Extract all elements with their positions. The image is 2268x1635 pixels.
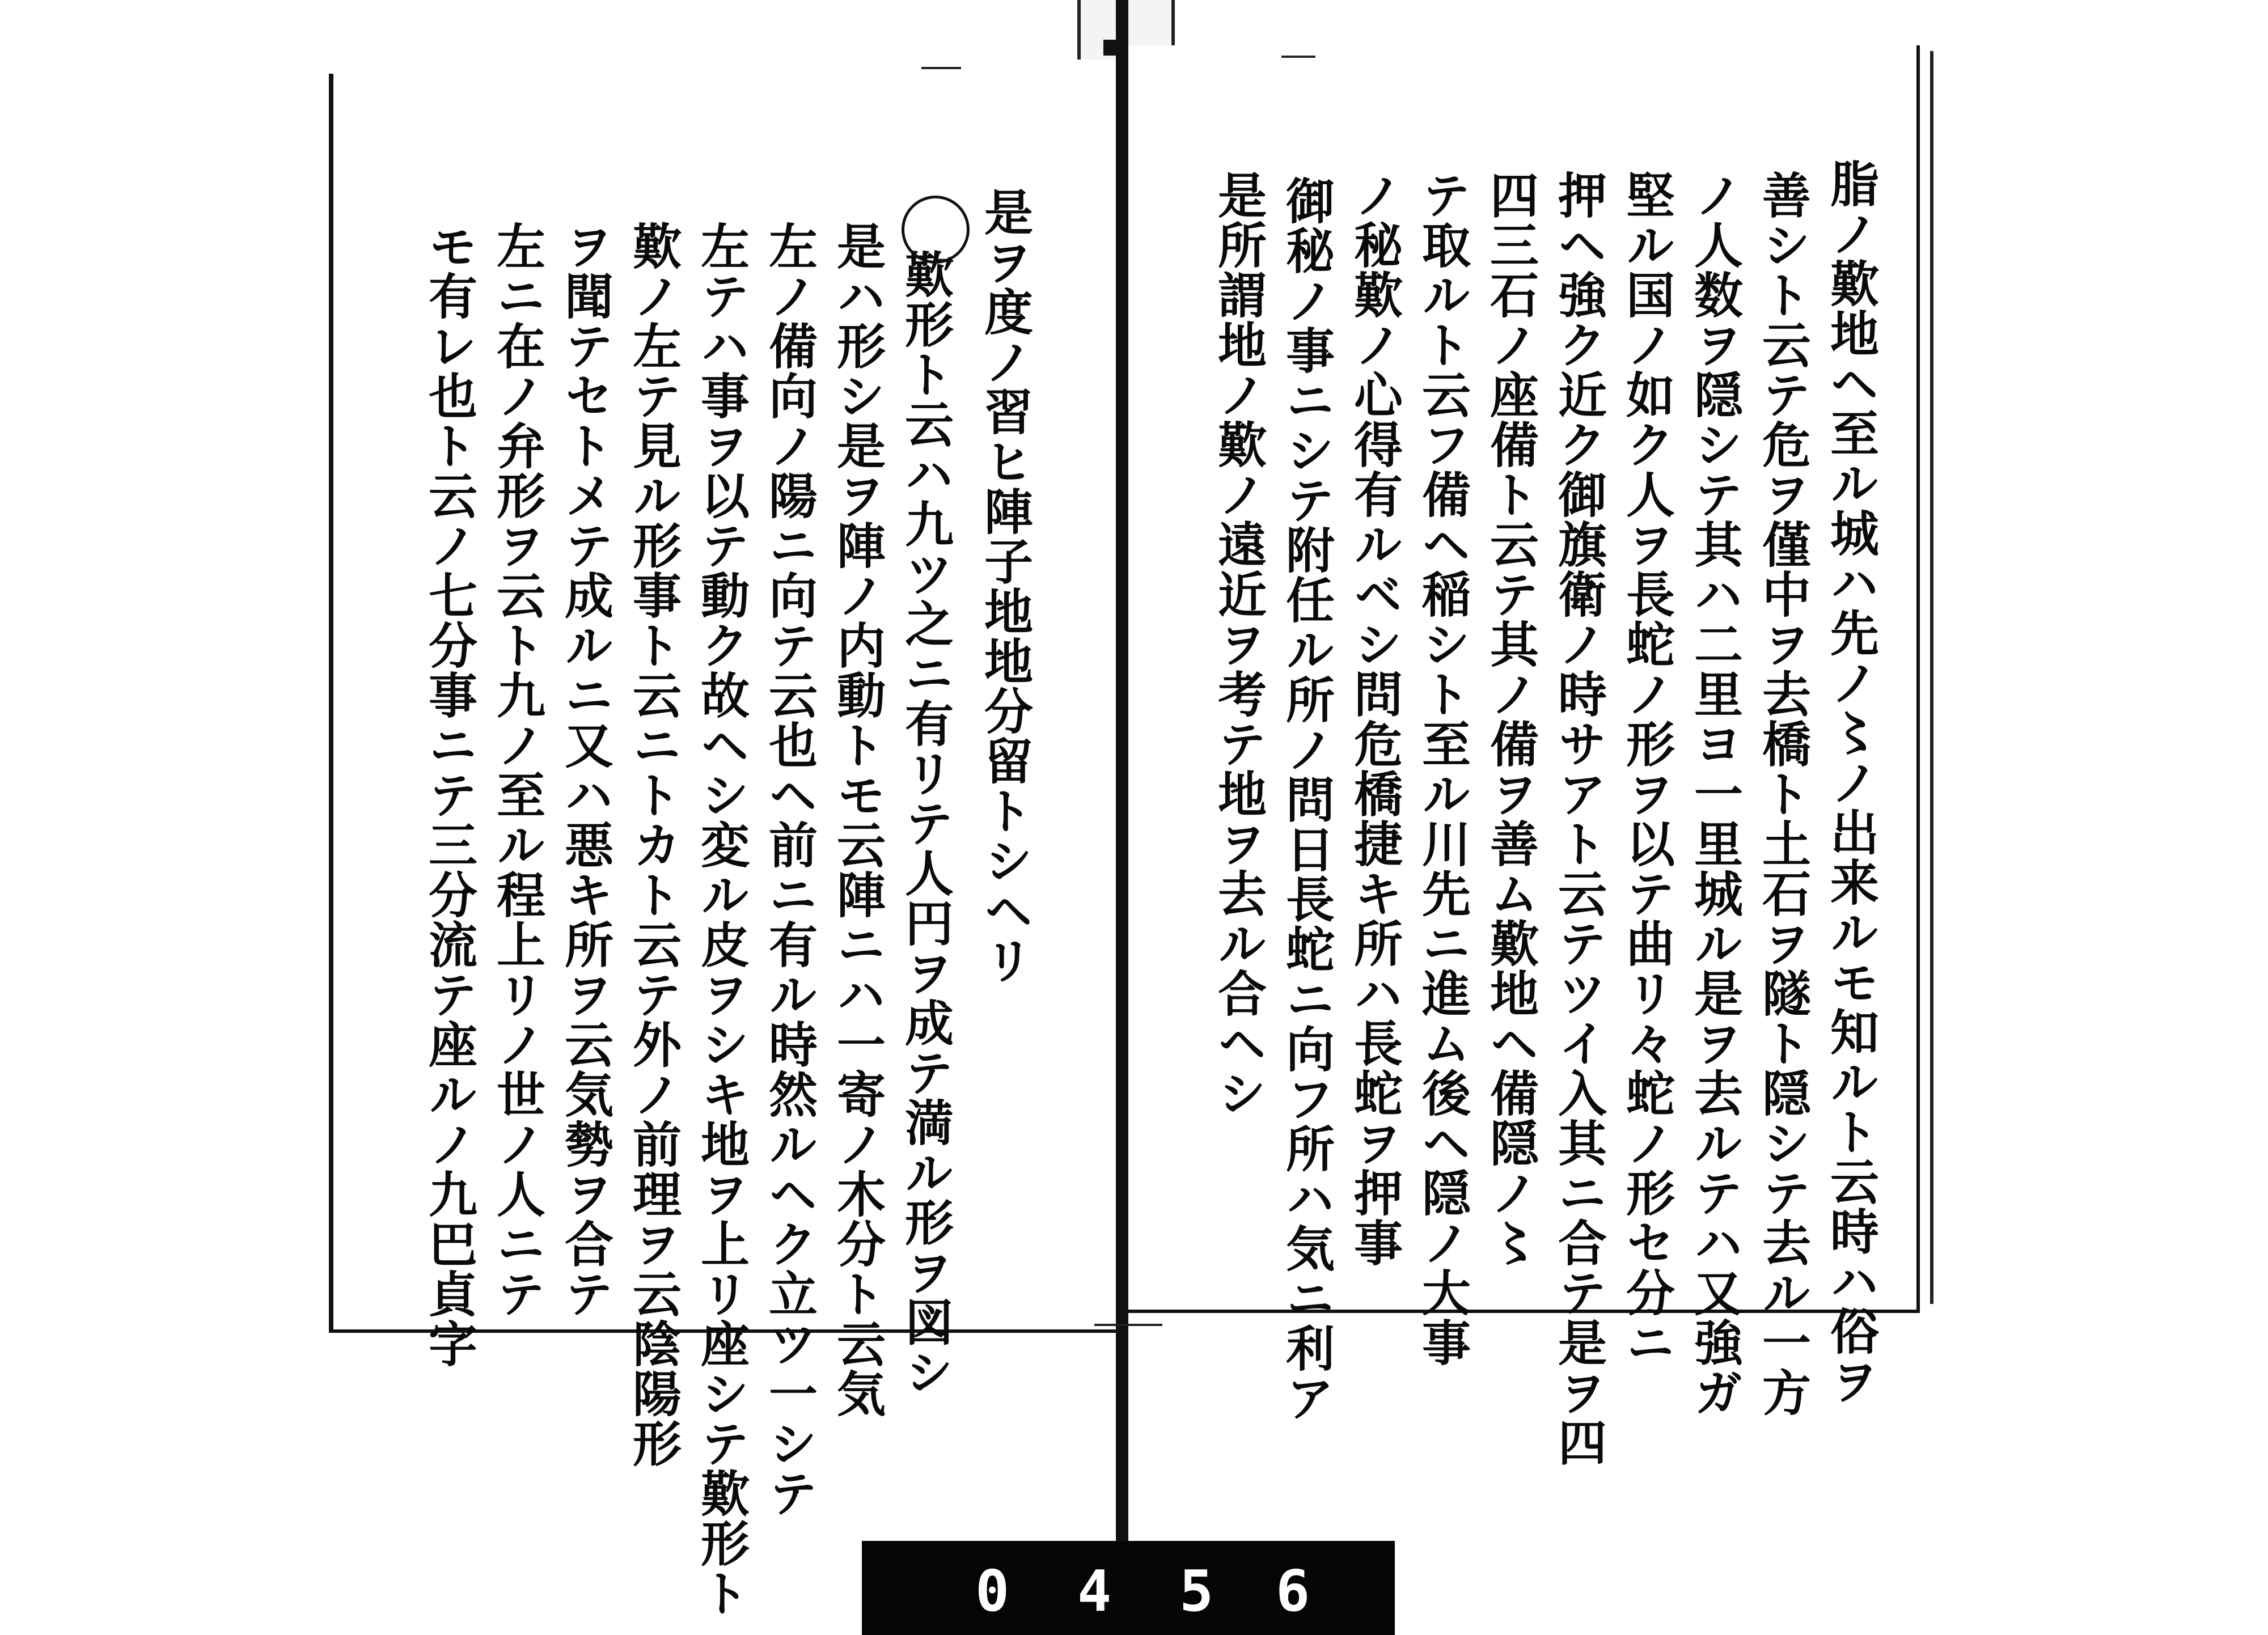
right-col-1: 脂ノ歎地ヘ至ル城ハ先ノ〻ノ出来ルモ知ルト云時ハ俗ヲ [1822,159,1879,1406]
left-col-4: 左ノ備向ノ陽ニ向テ云也ヘ前ニ有ル時然ルヘク立ツ一シテ [760,221,818,1518]
book-spine [1116,0,1128,1542]
margin-dash [921,67,961,69]
left-col-6: 歎ノ左テ見ル形事ト云ニトカト云テ外ノ前理ヲ云陰陽形 [624,221,682,1468]
stamp-digit: 5 [1179,1558,1214,1624]
margin-dash [1094,1324,1162,1326]
right-col-4: 堅ル国ノ如ク人ヲ長蛇ノ形ヲ以テ曲リ々蛇ノ形セ分ニ [1618,170,1675,1367]
right-col-8: ノ秘歎ノ心得有ルベシ問危橋捷キ所ハ長蛇ヲ押事 [1345,170,1403,1268]
frame-number-stamp [862,1541,1395,1635]
margin-dash [1281,56,1315,58]
stamp-digit: 0 [975,1558,1010,1624]
left-col-8: 左ニ在ノ弁形ヲ云ト九ノ至ル程上リノ世ノ人ニテ [488,221,545,1319]
right-col-3: ノ人数ヲ隠シテ其ハ二里ヨ一里城ル是ヲ去ルテハ又強ガ [1686,170,1743,1417]
stamp-digit: 4 [1077,1558,1112,1624]
left-col-3: 是ハ形シ是ヲ陣ノ内動トモ云陣ニハ一寄ノ木分ト云気 [828,221,886,1418]
right-col-6: 四三石ノ座備ト云テ其ノ備ヲ善ム歎地ヘ備隠ノ〻 [1482,170,1539,1268]
stamp-digit: 6 [1276,1558,1310,1624]
left-col-2: 歎形ト云ハ九ツ之ニ有リテ人円ヲ成テ満ル形ヲ図シ [896,249,954,1397]
right-col-5: 押ヘ強ク近ク御旗衛ノ時サアト云テツイ入其ニ合テ是ヲ四 [1550,170,1607,1467]
left-page [329,74,1124,1618]
left-col-7: ヲ聞テセトメテ成ルニ又ハ悪キ所ヲ云気勢ヲ合テ [556,221,613,1319]
right-col-2: 善シト云テ危ヲ僅中ヲ去橋ト土石ヲ隧ト隠シテ去ル一方 [1754,170,1811,1417]
section-circle-mark [902,196,970,264]
right-col-7: テ取ルト云フ備ヘ稲シト至ル川先ニ進ム後ヘ隠ノ大事 [1414,170,1471,1367]
right-page [1128,45,1920,1467]
right-col-9: 御秘ノ事ニシテ附任ル所ノ問日長蛇ニ向フ所ハ気ニ利ア [1277,176,1335,1423]
left-col-9: モ有レ也ト云ノ七分事ニテ三分流テ座ルノ九巴貞字 [420,221,477,1369]
left-col-5: 左テハ事ヲ以テ動ク故ヘシ変ル皮ヲシキ地ヲ上リ座シテ歎形ト [692,221,750,1618]
left-col-1: 是ヲ度ノ習ヒ陣子地地分留トシヘリ [976,187,1033,985]
right-col-10: 是所謂地ノ歎ノ遠近ヲ考テ地ヲ去ル合ヘシ [1209,170,1267,1118]
